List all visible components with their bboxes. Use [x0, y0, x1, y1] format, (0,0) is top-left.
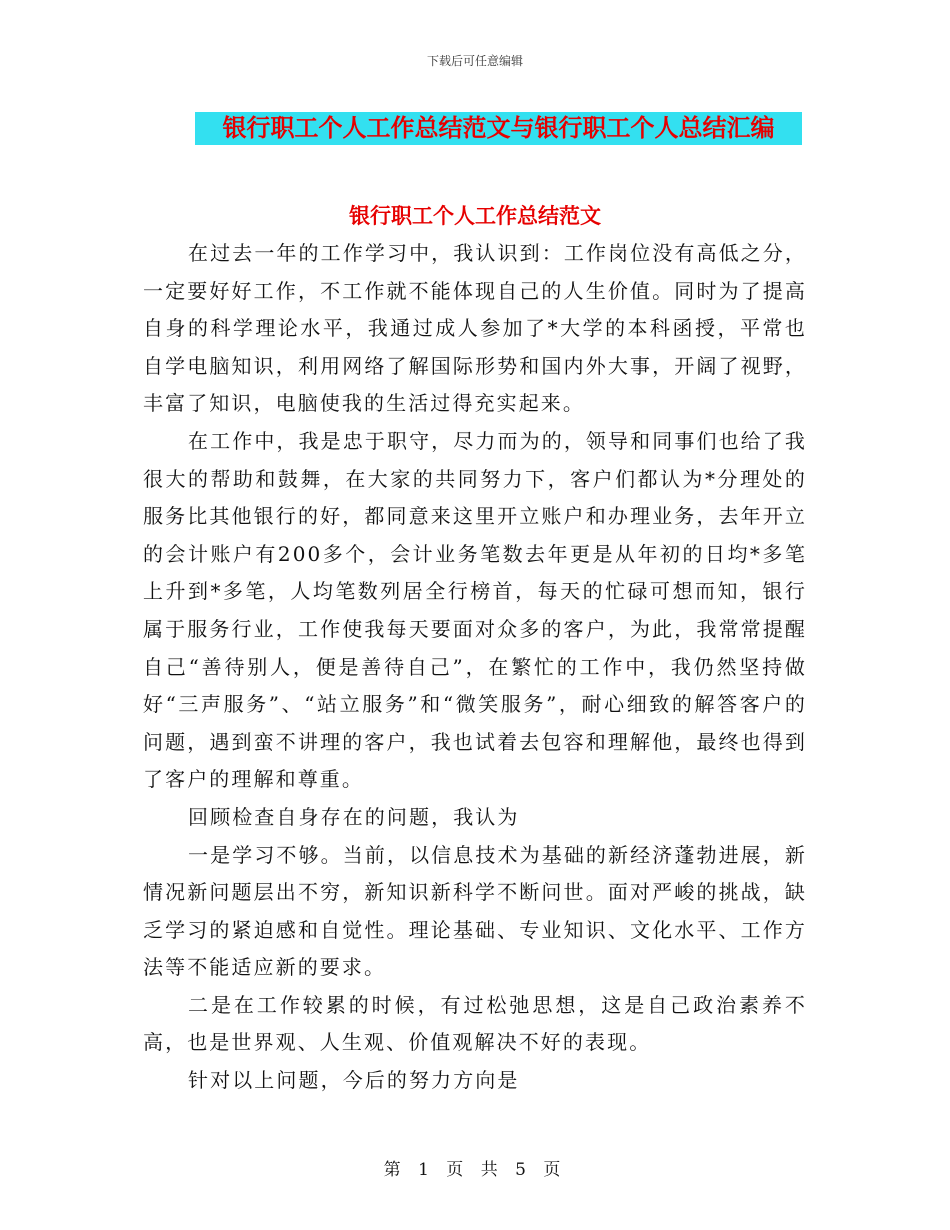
page-number-footer: 第 1 页 共 5 页 [383, 1160, 567, 1180]
paragraph-3: 回顾检查自身存在的问题，我认为 [188, 804, 520, 829]
page-header-note: 下载后可任意编辑 [426, 54, 523, 68]
paragraph-6: 针对以上问题，今后的努力方向是 [188, 1068, 520, 1093]
section-title: 银行职工个人工作总结范文 [349, 204, 601, 228]
paragraph-5: 二是在工作较累的时候，有过松弛思想，这是自己政治素养不高，也是世界观、人生观、价值观解决不好的表现。 [143, 992, 807, 1055]
document-main-title: 银行职工个人工作总结范文与银行职工个人总结汇编 [222, 114, 775, 142]
document-body [143, 218, 807, 1100]
paragraph-4: 一是学习不够。当前，以信息技术为基础的新经济蓬勃进展，新情况新问题层出不穷，新知识新科学不断问世。面对严峻的挑战，缺乏学习的紧迫感和自觉性。理论基础、专业知识、文化水平、工作方法等不能适应新的要求。 [143, 842, 807, 980]
paragraph-2: 在工作中，我是忠于职守，尽力而为的，领导和同事们也给了我很大的帮助和鼓舞，在大家的共同努力下，客户们都认为*分理处的服务比其他银行的好，都同意来这里开立账户和办理业务，去年开立的会计账户有200多个，会计业务笔数去年更是从年初的日均*多笔上升到*多笔，人均笔数列居全行榜首，每天的忙碌可想而知，银行属于服务行业，工作使我每天要面对众多的客户，为此，我常常提醒自己“善待别人，便是善待自己”，在繁忙的工作中，我仍然坚持做好“三声服务”、“站立服务”和“微笑服务”，耐心细致的解答客户的问题，遇到蛮不讲理的客户，我也试着去包容和理解他，最终也得到了客户的理解和尊重。 [143, 428, 807, 792]
body-top-spacer [143, 218, 807, 235]
paragraph-1: 在过去一年的工作学习中，我认识到：工作岗位没有高低之分，一定要好好工作，不工作就不能体现自己的人生价值。同时为了提高自身的科学理论水平，我通过成人参加了*大学的本科函授，平常也自学电脑知识，利用网络了解国际形势和国内外大事，开阔了视野，丰富了知识，电脑使我的生活过得充实起来。 [143, 241, 807, 416]
